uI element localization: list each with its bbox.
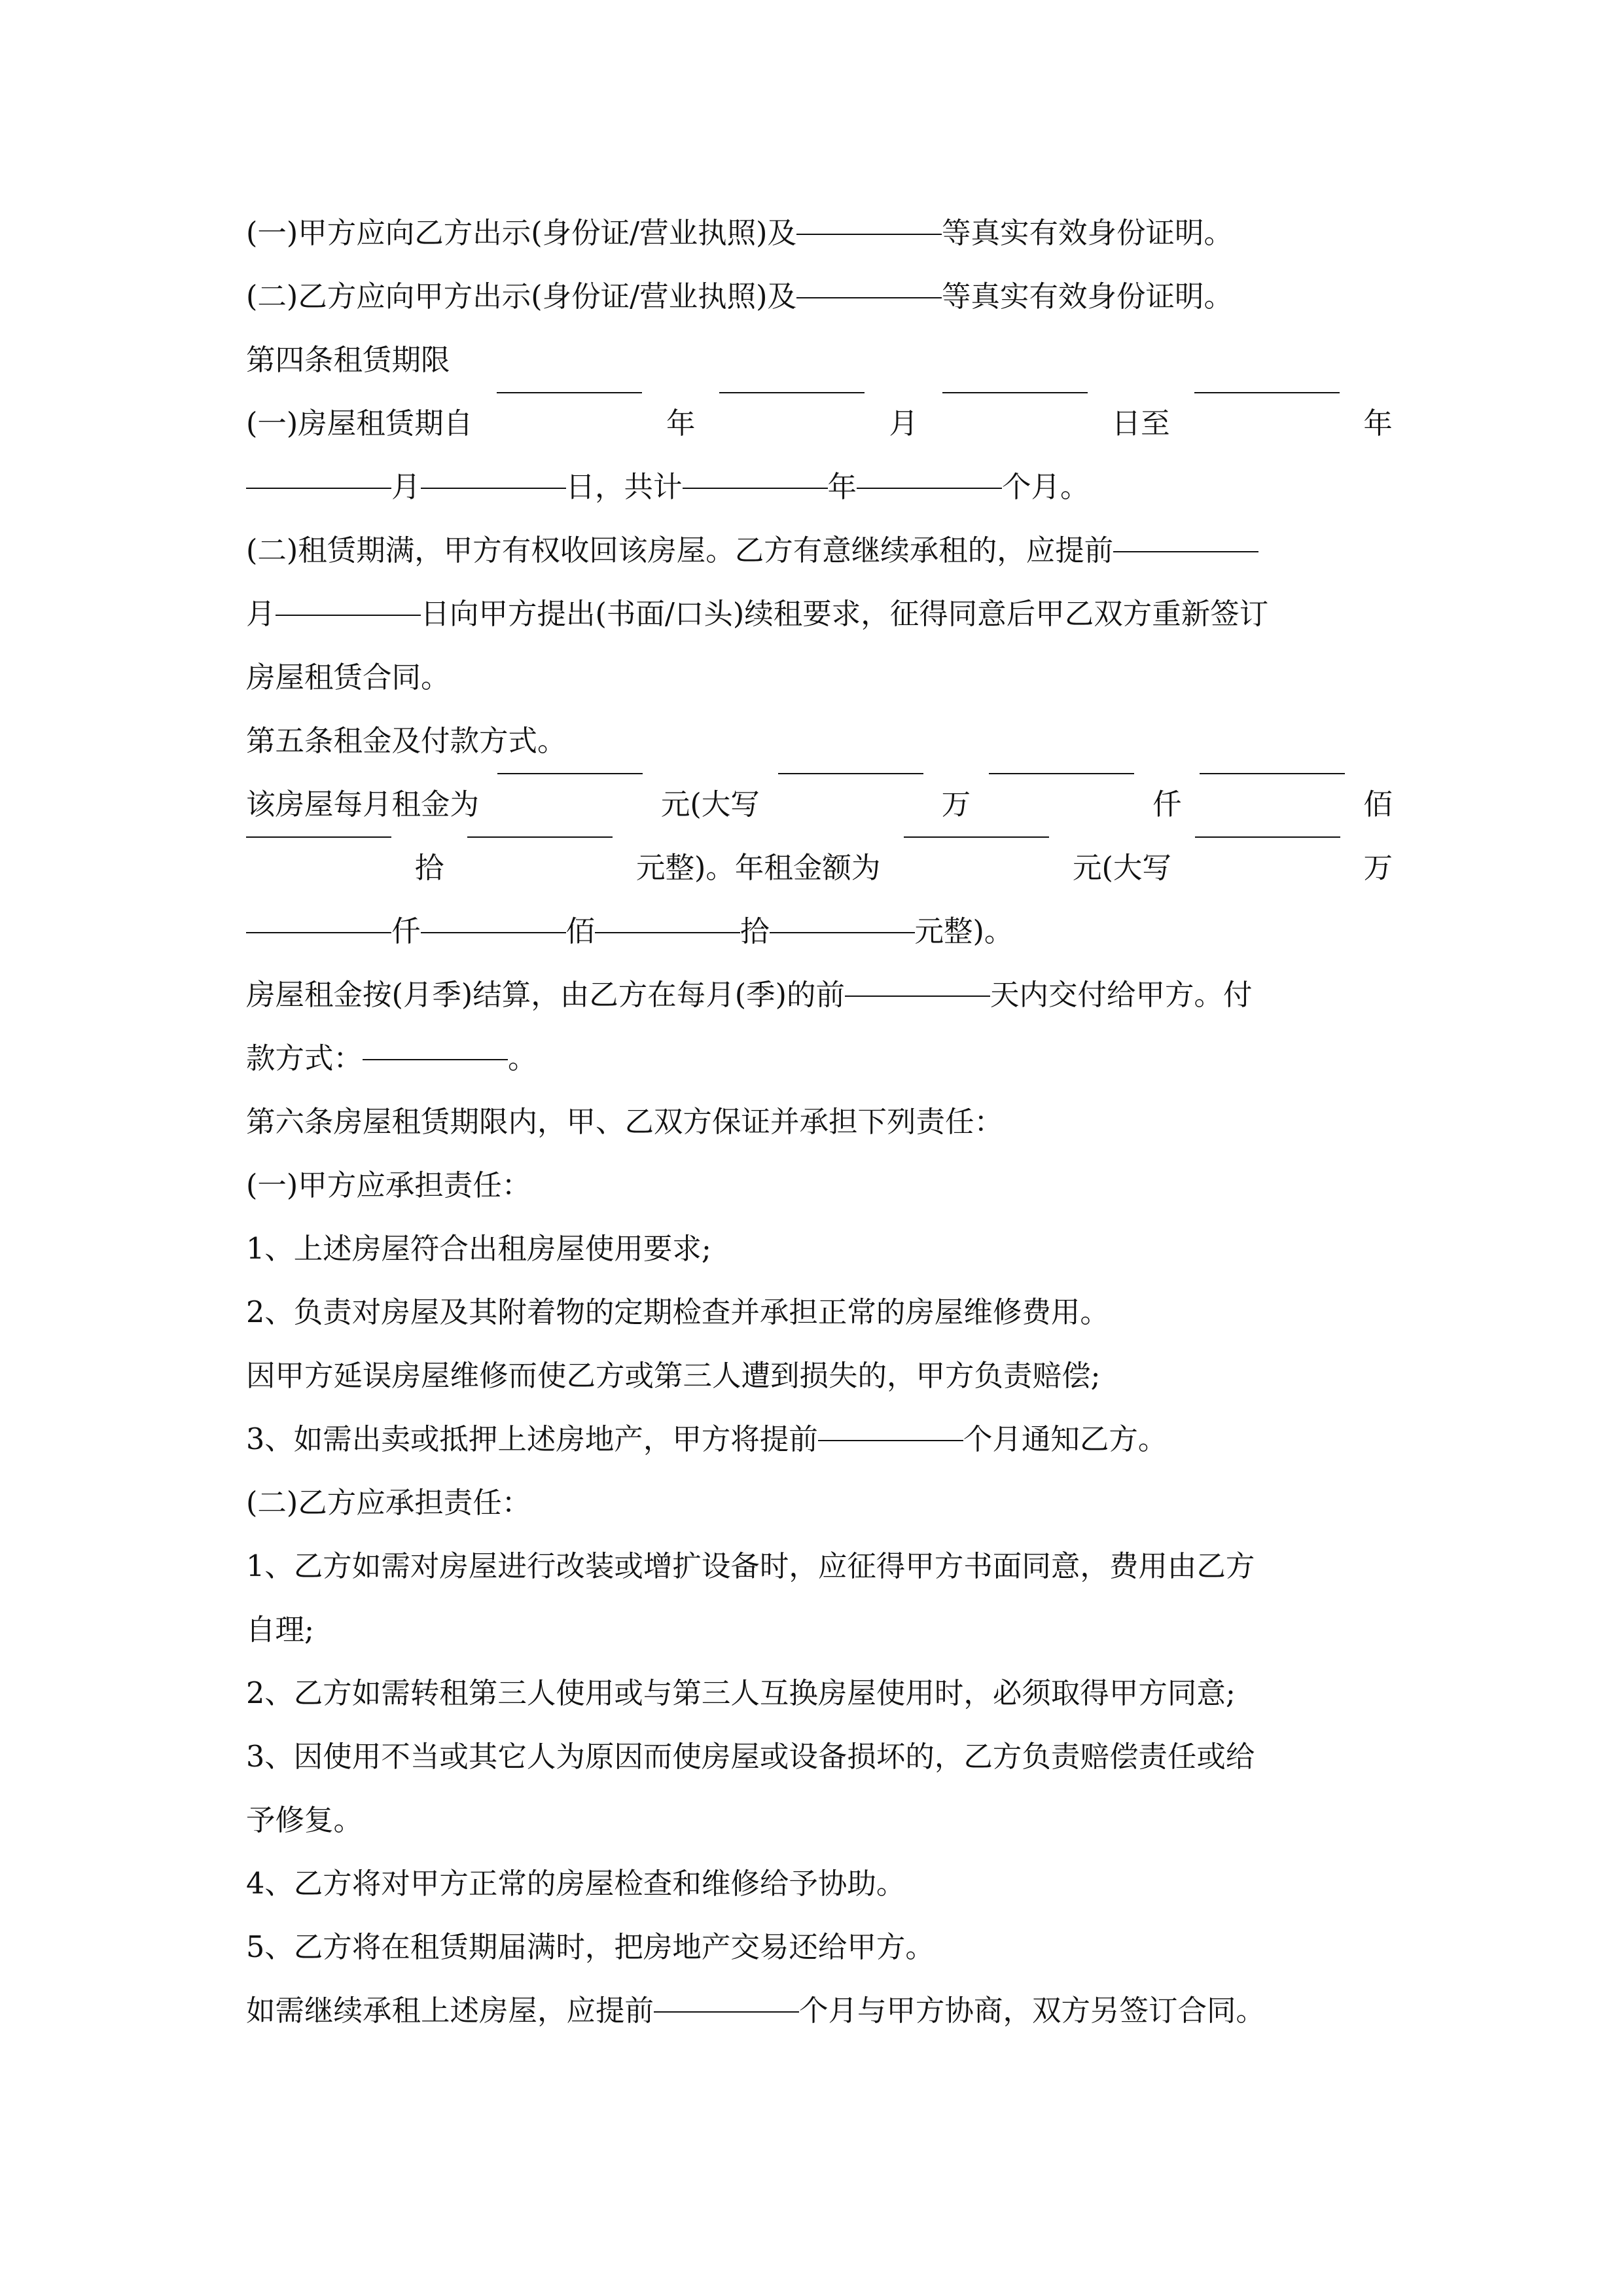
fill-in-blank xyxy=(497,392,642,393)
text-run: 该房屋每月租金为 xyxy=(246,788,480,821)
clause-line xyxy=(246,1471,1393,1535)
fill-in-blank xyxy=(683,488,828,489)
text-run: 个月通知乙方。 xyxy=(963,1423,1168,1456)
text-run: 月 xyxy=(391,471,421,504)
clause-line xyxy=(246,1027,1393,1090)
fill-in-blank xyxy=(421,488,566,489)
fill-in-blank xyxy=(246,488,391,489)
text-run: 因甲方延误房屋维修而使乙方或第三人遭到损失的，甲方负责赔偿; xyxy=(246,1359,1101,1393)
clause-line xyxy=(246,1725,1393,1789)
clause-line xyxy=(246,1598,1393,1662)
fill-in-blank xyxy=(1194,392,1340,393)
text-run: 元(大写 xyxy=(1072,852,1171,885)
clause-line xyxy=(246,1344,1393,1408)
text-run: 第五条租金及付款方式。 xyxy=(246,725,567,758)
fill-in-blank xyxy=(719,392,865,393)
fill-in-blank xyxy=(654,2011,799,2013)
contract-page xyxy=(246,202,1393,2043)
text-run: 2、负责对房屋及其附着物的定期检查并承担正常的房屋维修费用。 xyxy=(246,1296,1109,1329)
fill-in-blank xyxy=(276,615,421,616)
clause-line xyxy=(246,900,1393,963)
text-run: 。 xyxy=(508,1042,537,1075)
fill-in-blank xyxy=(1200,773,1345,774)
clause-line xyxy=(246,1789,1393,1852)
text-run: 房屋租赁合同。 xyxy=(246,661,450,694)
clause-line xyxy=(246,1979,1393,2043)
fill-in-blank xyxy=(246,836,391,838)
text-run: 等真实有效身份证明。 xyxy=(941,217,1233,250)
text-run: 个月。 xyxy=(1002,471,1090,504)
section-heading xyxy=(246,329,1393,392)
text-run: 佰 xyxy=(1363,788,1393,821)
text-run: (二)乙方应向甲方出示(身份证/营业执照)及 xyxy=(246,280,796,314)
text-run: 1、乙方如需对房屋进行改装或增扩设备时，应征得甲方书面同意，费用由乙方 xyxy=(246,1550,1255,1583)
text-run: 3、因使用不当或其它人为原因而使房屋或设备损坏的，乙方负责赔偿责任或给 xyxy=(246,1740,1255,1774)
text-run: 年 xyxy=(827,471,857,504)
clause-line xyxy=(246,392,1393,456)
text-run: (一)甲方应承担责任： xyxy=(246,1169,531,1202)
text-run: 万 xyxy=(1363,852,1393,885)
text-run: 自理; xyxy=(246,1613,314,1647)
fill-in-blank xyxy=(421,932,566,933)
clause-line xyxy=(246,202,1393,265)
text-run: 房屋租金按(月季)结算，由乙方在每月(季)的前 xyxy=(246,978,845,1012)
text-run: 年 xyxy=(666,407,696,440)
fill-in-blank xyxy=(595,932,740,933)
fill-in-blank xyxy=(989,773,1134,774)
text-run: 拾 xyxy=(740,915,770,948)
clause-line xyxy=(246,773,1393,836)
text-run: 第四条租赁期限 xyxy=(246,344,450,377)
text-run: (一)甲方应向乙方出示(身份证/营业执照)及 xyxy=(246,217,796,250)
text-run: 仟 xyxy=(1152,788,1182,821)
clause-line xyxy=(246,963,1393,1027)
text-run: 日至 xyxy=(1111,407,1170,440)
text-run: 5、乙方将在租赁期届满时，把房地产交易还给甲方。 xyxy=(246,1931,935,1964)
fill-in-blank xyxy=(778,773,923,774)
text-run: 如需继续承租上述房屋，应提前 xyxy=(246,1994,654,2028)
fill-in-blank xyxy=(246,932,391,933)
fill-in-blank xyxy=(904,836,1049,838)
text-run: 仟 xyxy=(391,915,421,948)
clause-line xyxy=(246,1916,1393,1979)
text-run: 日，共计 xyxy=(565,471,683,504)
clause-line xyxy=(246,1662,1393,1725)
fill-in-blank xyxy=(497,773,643,774)
text-run: (一)房屋租赁期自 xyxy=(246,407,473,440)
text-run: 月 xyxy=(889,407,918,440)
fill-in-blank xyxy=(1113,551,1258,552)
text-run: 4、乙方将对甲方正常的房屋检查和维修给予协助。 xyxy=(246,1867,906,1901)
text-run: (二)租赁期满，甲方有权收回该房屋。乙方有意继续承租的，应提前 xyxy=(246,534,1114,567)
fill-in-blank xyxy=(857,488,1002,489)
text-run: 元(大写 xyxy=(660,788,760,821)
text-run: 予修复。 xyxy=(246,1804,363,1837)
text-run: 第六条房屋租赁期限内，甲、乙双方保证并承担下列责任： xyxy=(246,1105,1004,1139)
fill-in-blank xyxy=(796,297,942,298)
clause-line xyxy=(246,1408,1393,1471)
text-run: (二)乙方应承担责任： xyxy=(246,1486,531,1520)
clause-line xyxy=(246,456,1393,519)
clause-line xyxy=(246,1154,1393,1217)
text-run: 万 xyxy=(941,788,971,821)
text-run: 3、如需出卖或抵押上述房地产，甲方将提前 xyxy=(246,1423,818,1456)
fill-in-blank xyxy=(942,392,1088,393)
clause-line xyxy=(246,583,1393,646)
fill-in-blank xyxy=(467,836,613,838)
fill-in-blank xyxy=(1195,836,1340,838)
clause-line xyxy=(246,1281,1393,1344)
text-run: 个月与甲方协商，双方另签订合同。 xyxy=(799,1994,1266,2028)
fill-in-blank xyxy=(818,1440,963,1441)
clause-line xyxy=(246,1535,1393,1598)
fill-in-blank xyxy=(845,996,990,997)
text-run: 等真实有效身份证明。 xyxy=(941,280,1233,314)
section-heading xyxy=(246,1090,1393,1154)
clause-line xyxy=(246,646,1393,709)
text-run: 拾 xyxy=(414,852,444,885)
fill-in-blank xyxy=(363,1059,508,1060)
fill-in-blank xyxy=(796,234,942,235)
clause-line xyxy=(246,265,1393,329)
text-run: 元整)。年租金额为 xyxy=(635,852,881,885)
text-run: 元整)。 xyxy=(914,915,1014,948)
text-run: 1、上述房屋符合出租房屋使用要求; xyxy=(246,1232,711,1266)
text-run: 款方式： xyxy=(246,1042,363,1075)
text-run: 日向甲方提出(书面/口头)续租要求，征得同意后甲乙双方重新签订 xyxy=(420,598,1269,631)
text-run: 天内交付给甲方。付 xyxy=(990,978,1253,1012)
text-run: 佰 xyxy=(565,915,596,948)
clause-line xyxy=(246,836,1393,900)
section-heading xyxy=(246,709,1393,773)
fill-in-blank xyxy=(770,932,915,933)
clause-line xyxy=(246,519,1393,583)
text-run: 年 xyxy=(1363,407,1393,440)
clause-line xyxy=(246,1852,1393,1916)
text-run: 2、乙方如需转租第三人使用或与第三人互换房屋使用时，必须取得甲方同意; xyxy=(246,1677,1236,1710)
clause-line xyxy=(246,1217,1393,1281)
text-run: 月 xyxy=(246,598,276,631)
